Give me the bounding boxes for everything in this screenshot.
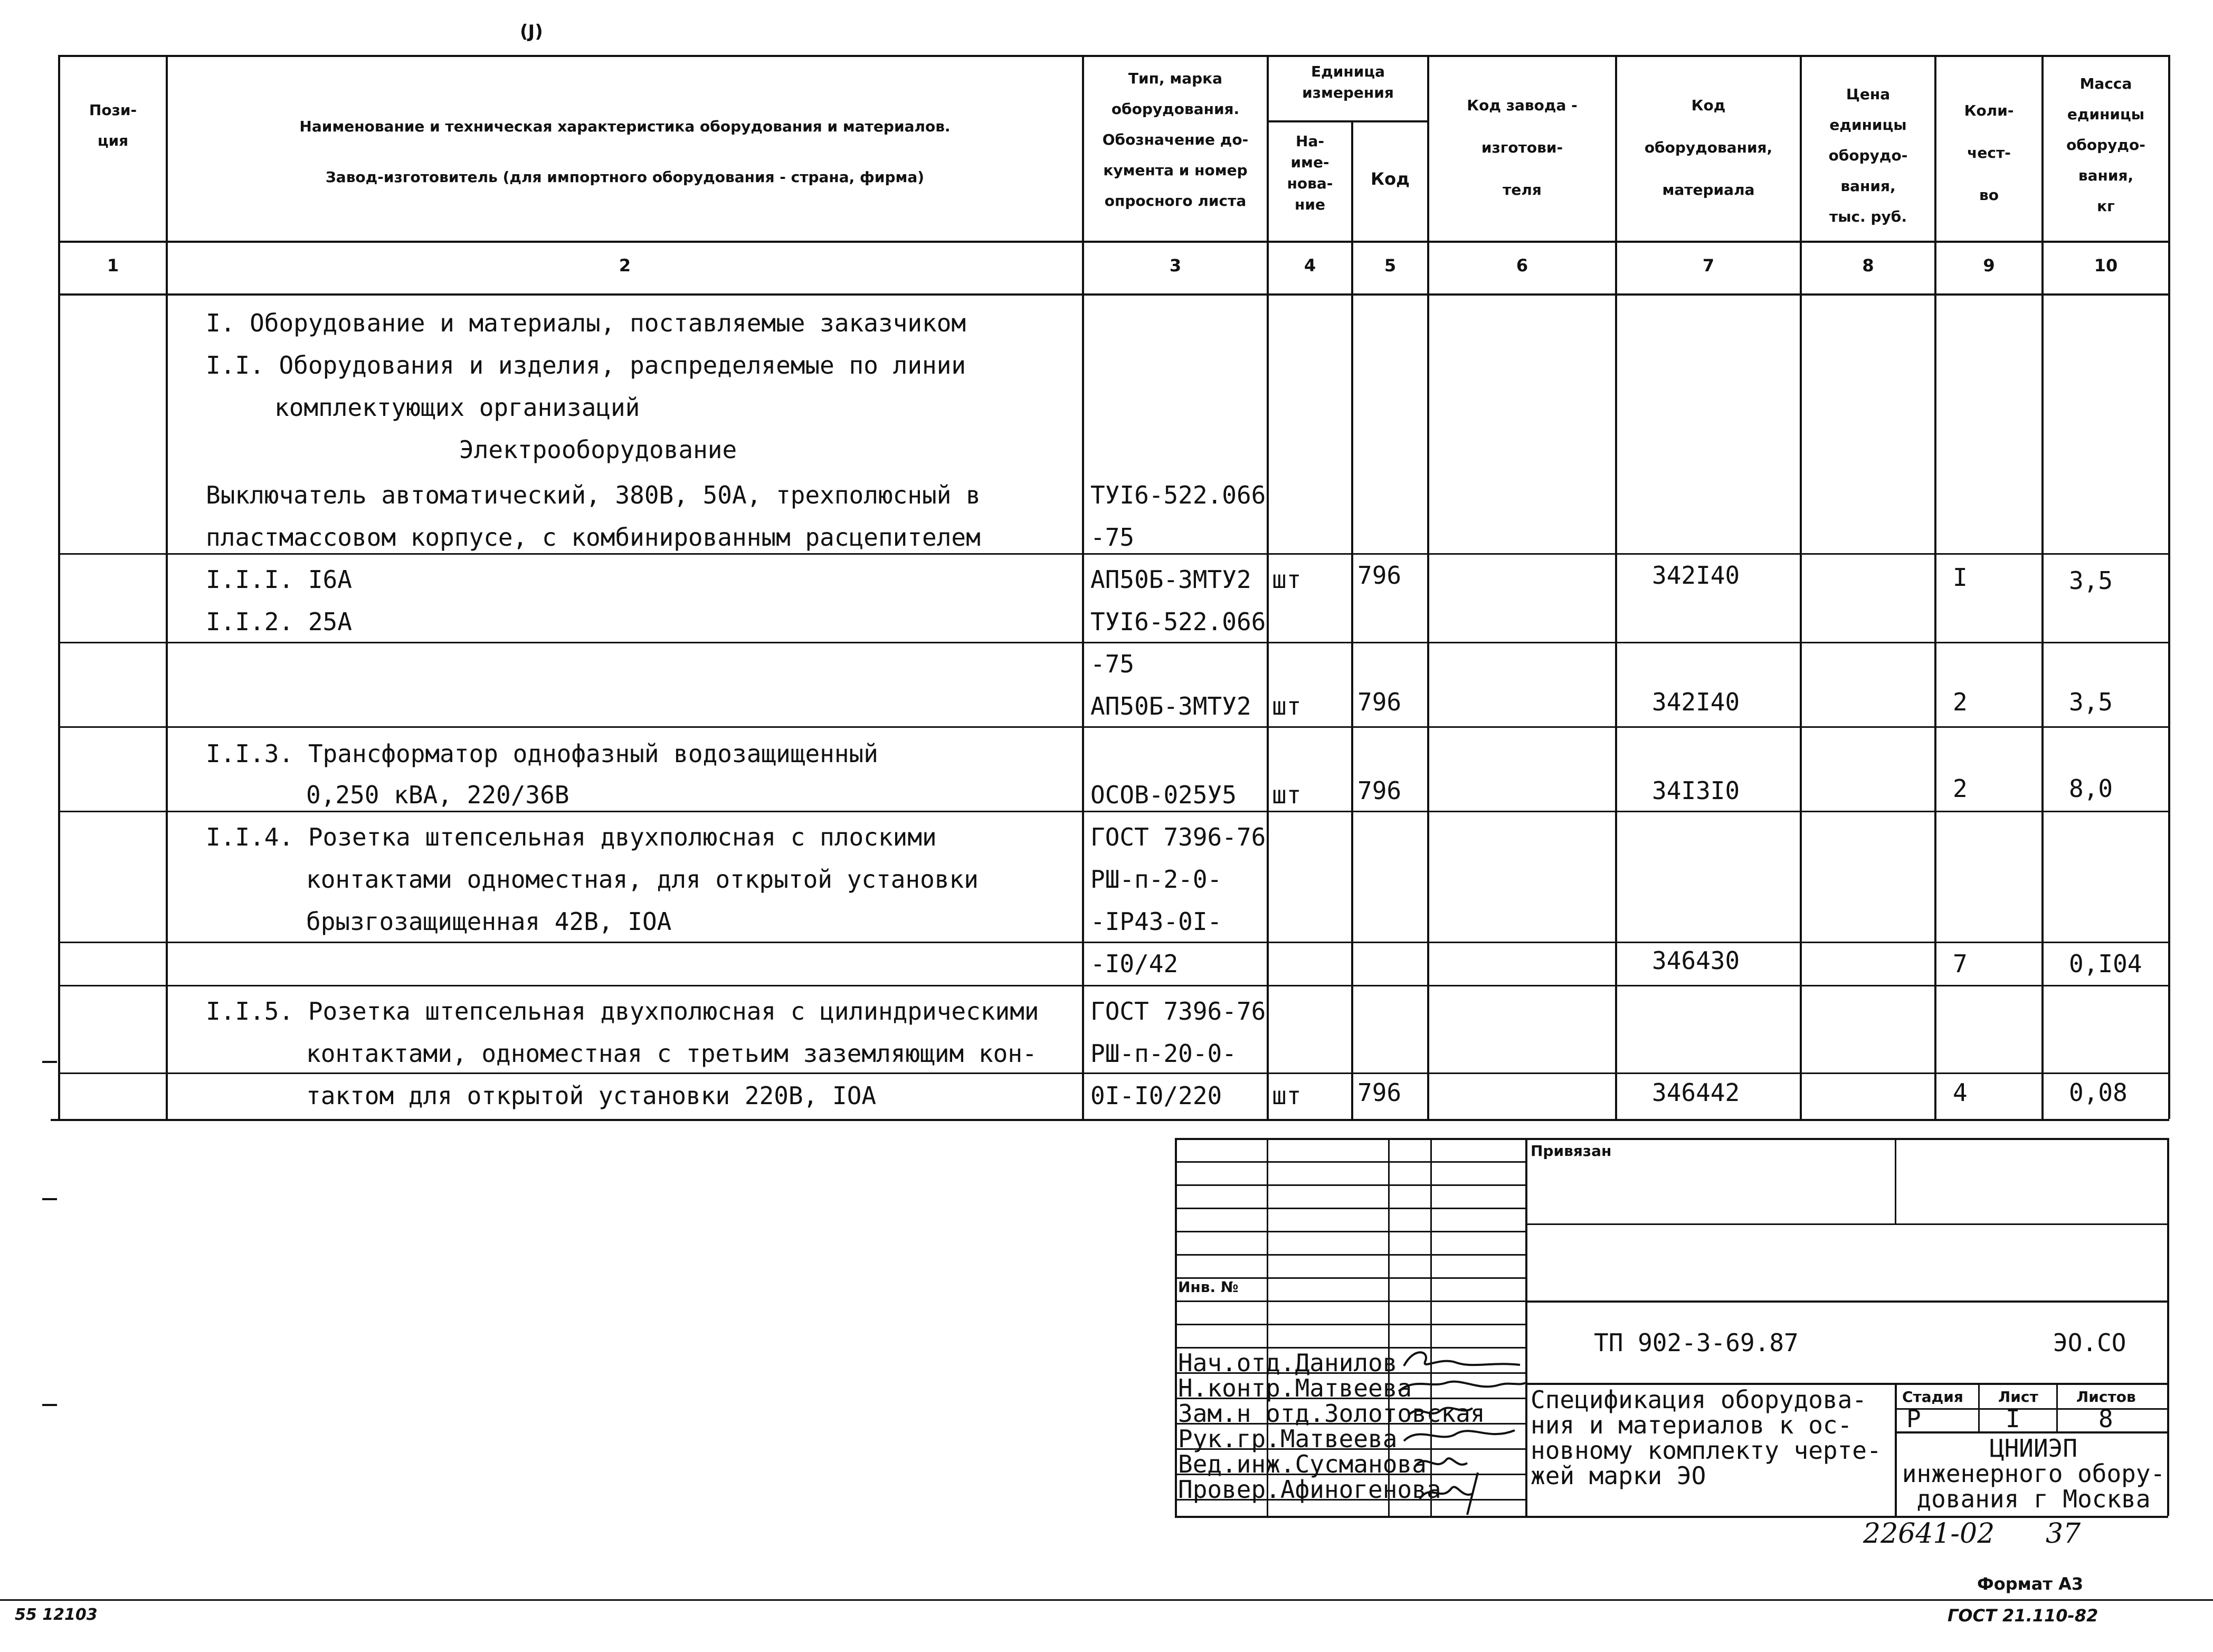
staff-row: Нач.отд.Данилов	[1178, 1349, 1398, 1377]
spec-row-unit: шт	[1272, 565, 1302, 594]
spec-row-unit: шт	[1272, 1081, 1302, 1110]
header-mass: Масса единицы оборудо- вания, кг	[2066, 75, 2145, 215]
header-unit-group: Единица измерения	[1302, 63, 1394, 101]
col-number: 1	[107, 255, 119, 276]
sheets-value: 8	[2098, 1404, 2113, 1433]
col-number: 2	[619, 255, 631, 276]
spec-row-name: I.I.I. I6А	[206, 565, 352, 594]
spec-row-name: тактом для открытой установки 220В, IОА	[306, 1081, 877, 1110]
sheets-label: Листов	[2076, 1388, 2136, 1406]
spec-row-code: 342I40	[1652, 688, 1740, 716]
spec-description: Спецификация оборудова- ния и материалов к ос- новному комплекту черте- жей марки ЭО	[1531, 1385, 1882, 1490]
header-quantity: Коли- чест- во	[1964, 102, 2014, 204]
spec-row-name: брызгозащищенная 42В, IОА	[306, 907, 672, 936]
stage-label: Стадия	[1902, 1388, 1963, 1406]
col-number: 4	[1304, 255, 1316, 276]
spec-row-name: Выключатель автоматический, 380В, 50А, трехполюсный в	[206, 481, 981, 509]
col-number: 8	[1862, 255, 1874, 276]
spec-row-unit-code: 796	[1357, 1078, 1402, 1107]
spec-row-unit: шт	[1272, 692, 1302, 720]
header-price: Цена единицы оборудо- вания, тыс. руб.	[1828, 86, 1908, 225]
header-equipment-code: Код оборудования, материала	[1644, 97, 1773, 198]
header-position: Пози- ция	[89, 101, 137, 149]
spec-row-unit-code: 796	[1357, 688, 1402, 716]
col-number: 10	[2094, 255, 2118, 276]
margin-tick	[42, 1198, 57, 1200]
spec-row-code: 34I3I0	[1652, 776, 1740, 805]
spec-row-name: I. Оборудование и материалы, поставляемые заказчиком	[206, 309, 966, 337]
spec-row-qty: I	[1953, 563, 1968, 592]
organization: ЦНИИЭП инженерного обору- дования г Москва	[1902, 1434, 2165, 1513]
col-number: 6	[1516, 255, 1528, 276]
sheet-label: Лист	[1998, 1388, 2038, 1406]
col-number: 7	[1702, 255, 1715, 276]
sheet-code: ЭО.СО	[2053, 1328, 2126, 1357]
signature-scribbles	[1393, 1341, 1531, 1520]
spec-row-type: ОСОВ-025У5	[1090, 781, 1237, 809]
spec-row-type: АП50Б-3МТУ2	[1090, 692, 1251, 720]
spec-row-type: ГОСТ 7396-76	[1090, 823, 1266, 851]
staff-row: Вед.инж.Сусманова	[1178, 1450, 1427, 1478]
spec-row-type: -75	[1090, 523, 1135, 552]
spec-row-mass: 3,5	[2069, 566, 2113, 595]
spec-row-type: РШ-п-20-0-	[1090, 1039, 1237, 1068]
header-type: Тип, марка оборудования. Обозначение до- кумента и номер опросного листа	[1102, 70, 1249, 210]
spec-row-type: ТУI6-522.066	[1090, 481, 1266, 509]
spec-row-type: 0I-I0/220	[1090, 1081, 1222, 1110]
spec-row-name: I.I.3. Трансформатор однофазный водозащищенный	[206, 739, 878, 768]
col-number: 5	[1384, 255, 1397, 276]
page-mark: (J)	[520, 21, 543, 42]
page-number: 37	[2046, 1518, 2081, 1550]
footer-rule	[0, 1599, 2213, 1601]
margin-tick	[42, 1061, 57, 1063]
spec-row-name: Электрооборудование	[459, 435, 737, 464]
footer-left: 55 12103	[15, 1606, 98, 1624]
spec-row-name: I.I.5. Розетка штепсельная двухполюсная с цилиндрическими	[206, 997, 1039, 1026]
spec-row-type: РШ-п-2-0-	[1090, 865, 1222, 894]
spec-row-mass: 0,08	[2069, 1078, 2127, 1107]
margin-tick	[42, 1404, 57, 1406]
header-unit-name: На- име- нова- ние	[1287, 132, 1333, 213]
spec-row-mass: 3,5	[2069, 688, 2113, 716]
col-number: 3	[1169, 255, 1182, 276]
sheet-value: I	[2006, 1404, 2020, 1433]
spec-row-qty: 2	[1953, 774, 1968, 803]
spec-row-qty: 4	[1953, 1078, 1968, 1107]
bound-label: Привязан	[1531, 1142, 1612, 1160]
footer-right: ГОСТ 21.110-82	[1948, 1606, 2098, 1626]
stage-value: Р	[1906, 1404, 1921, 1433]
spec-row-qty: 2	[1953, 688, 1968, 716]
spec-row-name: контактами, одноместная с третьим заземляющим кон-	[306, 1039, 1037, 1068]
spec-row-type: АП50Б-3МТУ2	[1090, 565, 1251, 594]
spec-row-name: комплектующих организаций	[274, 393, 640, 422]
doc-code: ТП 902-3-69.87	[1594, 1328, 1799, 1357]
spec-row-unit: шт	[1272, 781, 1302, 809]
spec-row-name: I.I. Оборудования и изделия, распределяемые по линии	[206, 351, 966, 379]
spec-row-type: -I0/42	[1090, 950, 1179, 978]
spec-row-unit-code: 796	[1357, 561, 1402, 590]
staff-row: Рук.гр.Матвеева	[1178, 1425, 1398, 1453]
header-plant-code: Код завода - изготови- теля	[1467, 97, 1578, 198]
inv-label: Инв. №	[1178, 1278, 1239, 1296]
spec-row-code: 346430	[1652, 946, 1740, 975]
handwritten-number: 22641-02	[1863, 1518, 1995, 1550]
spec-row-name: I.I.2. 25А	[206, 607, 352, 636]
spec-row-name: I.I.4. Розетка штепсельная двухполюсная с плоскими	[206, 823, 937, 851]
spec-row-code: 346442	[1652, 1078, 1740, 1107]
staff-row: Зам.н отд.Золотовская	[1178, 1399, 1485, 1428]
staff-row: Провер.Афиногенова	[1178, 1475, 1441, 1504]
header-unit-code: Код	[1371, 169, 1410, 189]
staff-row: Н.контр.Матвеева	[1178, 1374, 1412, 1402]
spec-row-name: пластмассовом корпусе, с комбинированным расцепителем	[206, 523, 981, 552]
format-label: Формат А3	[1977, 1574, 2084, 1594]
spec-row-qty: 7	[1953, 950, 1968, 978]
spec-row-unit-code: 796	[1357, 776, 1402, 805]
spec-row-name: контактами одноместная, для открытой установки	[306, 865, 979, 894]
spec-row-type: -IР43-0I-	[1090, 907, 1222, 936]
spec-row-mass: 8,0	[2069, 774, 2113, 803]
spec-row-name: 0,250 кВА, 220/36В	[306, 781, 569, 809]
header-name: Наименование и техническая характеристика оборудования и материалов. Завод-изготовитель (для импортного оборудования - страна, фирма)	[299, 118, 951, 186]
spec-row-type: -75	[1090, 650, 1135, 678]
spec-row-type: ГОСТ 7396-76	[1090, 997, 1266, 1026]
spec-row-type: ТУI6-522.066	[1090, 607, 1266, 636]
spec-row-code: 342I40	[1652, 561, 1740, 590]
spec-row-mass: 0,I04	[2069, 950, 2142, 978]
col-number: 9	[1983, 255, 1995, 276]
